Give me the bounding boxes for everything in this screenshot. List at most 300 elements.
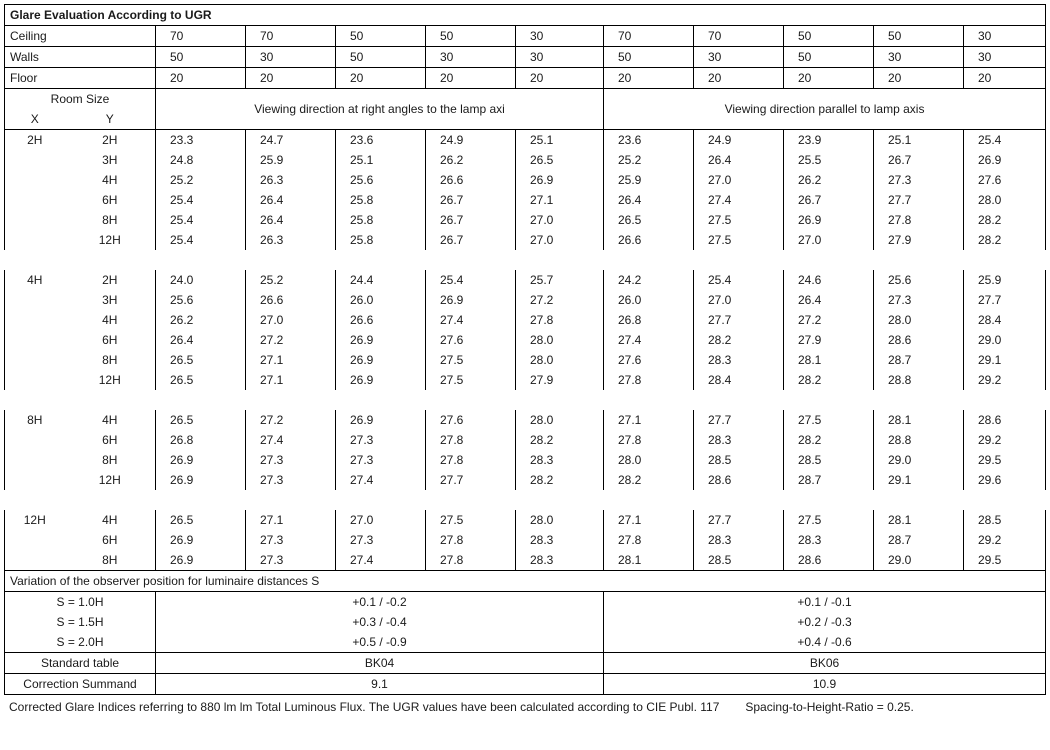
table-row bbox=[5, 330, 1046, 350]
ugr-value: 29.2 bbox=[964, 430, 1046, 450]
ugr-value: 27.8 bbox=[426, 450, 516, 470]
footer-text: Corrected Glare Indices referring to 880 lm lm Total Luminous Flux. The UGR values have been calculated according to CIE Publ. 117 bbox=[9, 700, 720, 714]
ugr-value: 26.8 bbox=[604, 310, 694, 330]
ugr-value: 26.4 bbox=[156, 330, 246, 350]
ugr-value: 28.8 bbox=[874, 370, 964, 390]
header-x: X bbox=[5, 109, 65, 130]
row-label-ceiling: Ceiling bbox=[5, 26, 156, 47]
ugr-value: 26.9 bbox=[336, 330, 426, 350]
row-y-label: 6H bbox=[65, 330, 156, 350]
ugr-value: 27.8 bbox=[426, 550, 516, 571]
ugr-value: 27.6 bbox=[964, 170, 1046, 190]
group-x-spacer bbox=[5, 230, 65, 250]
ugr-value: 25.6 bbox=[156, 290, 246, 310]
ugr-value: 28.0 bbox=[516, 410, 604, 430]
ugr-value: 28.4 bbox=[964, 310, 1046, 330]
table-row bbox=[5, 210, 1046, 230]
table-row-walls bbox=[5, 47, 1046, 68]
header-direction-parallel: Viewing direction parallel to lamp axis bbox=[604, 89, 1046, 130]
variation-label: S = 1.5H bbox=[5, 612, 156, 632]
walls-value: 30 bbox=[964, 47, 1046, 68]
ugr-value: 25.4 bbox=[964, 130, 1046, 151]
ugr-value: 26.7 bbox=[426, 210, 516, 230]
ugr-value: 26.6 bbox=[336, 310, 426, 330]
ugr-value: 26.9 bbox=[156, 550, 246, 571]
ugr-value: 25.8 bbox=[336, 210, 426, 230]
ugr-value: 24.6 bbox=[784, 270, 874, 290]
ugr-value: 28.0 bbox=[516, 330, 604, 350]
ugr-value: 27.3 bbox=[246, 450, 336, 470]
ugr-value: 28.2 bbox=[516, 470, 604, 490]
ugr-value: 26.7 bbox=[874, 150, 964, 170]
standard-table-row bbox=[5, 653, 1046, 674]
row-y-label: 3H bbox=[65, 290, 156, 310]
footer-note bbox=[4, 695, 1046, 715]
ugr-value: 25.9 bbox=[604, 170, 694, 190]
table-row-ceiling bbox=[5, 26, 1046, 47]
ugr-value: 26.6 bbox=[604, 230, 694, 250]
row-y-label: 3H bbox=[65, 150, 156, 170]
ugr-value: 28.6 bbox=[964, 410, 1046, 430]
walls-value: 50 bbox=[156, 47, 246, 68]
ugr-value: 28.2 bbox=[964, 230, 1046, 250]
ugr-value: 28.0 bbox=[874, 310, 964, 330]
variation-label: S = 2.0H bbox=[5, 632, 156, 653]
ugr-value: 26.4 bbox=[246, 210, 336, 230]
ugr-value: 27.6 bbox=[604, 350, 694, 370]
ugr-value: 29.6 bbox=[964, 470, 1046, 490]
ugr-value: 26.0 bbox=[604, 290, 694, 310]
ugr-value: 25.4 bbox=[156, 190, 246, 210]
ugr-value: 28.2 bbox=[604, 470, 694, 490]
table-row bbox=[5, 230, 1046, 250]
room-size-header: Room Size bbox=[5, 89, 156, 110]
ugr-value: 28.1 bbox=[874, 510, 964, 530]
ugr-value: 28.5 bbox=[964, 510, 1046, 530]
group-x-spacer bbox=[5, 210, 65, 230]
ugr-value: 25.9 bbox=[964, 270, 1046, 290]
ugr-table bbox=[4, 4, 1046, 695]
ugr-value: 24.8 bbox=[156, 150, 246, 170]
standard-table-perp: BK04 bbox=[156, 653, 604, 674]
walls-value: 50 bbox=[784, 47, 874, 68]
page-title: Glare Evaluation According to UGR bbox=[5, 5, 1046, 26]
table-row bbox=[5, 270, 1046, 290]
ugr-value: 27.6 bbox=[426, 410, 516, 430]
table-row bbox=[5, 470, 1046, 490]
ugr-value: 27.1 bbox=[516, 190, 604, 210]
ugr-value: 25.4 bbox=[426, 270, 516, 290]
ugr-value: 26.4 bbox=[784, 290, 874, 310]
floor-value: 20 bbox=[964, 68, 1046, 89]
ugr-value: 27.8 bbox=[604, 370, 694, 390]
ugr-value: 25.1 bbox=[336, 150, 426, 170]
group-x-label: 12H bbox=[5, 510, 65, 530]
ugr-value: 28.3 bbox=[694, 430, 784, 450]
ugr-value: 28.6 bbox=[694, 470, 784, 490]
ugr-value: 27.3 bbox=[246, 550, 336, 571]
ugr-value: 26.2 bbox=[156, 310, 246, 330]
ugr-value: 29.2 bbox=[964, 530, 1046, 550]
ugr-value: 28.3 bbox=[784, 530, 874, 550]
ugr-value: 28.2 bbox=[516, 430, 604, 450]
ugr-value: 27.0 bbox=[246, 310, 336, 330]
ugr-value: 27.6 bbox=[426, 330, 516, 350]
ugr-value: 26.9 bbox=[156, 470, 246, 490]
ugr-value: 27.7 bbox=[694, 410, 784, 430]
ugr-value: 27.1 bbox=[246, 370, 336, 390]
ceiling-value: 30 bbox=[516, 26, 604, 47]
table-row bbox=[5, 410, 1046, 430]
ugr-value: 26.3 bbox=[246, 170, 336, 190]
ugr-value: 28.7 bbox=[874, 530, 964, 550]
row-y-label: 8H bbox=[65, 450, 156, 470]
ugr-value: 28.0 bbox=[516, 350, 604, 370]
row-y-label: 4H bbox=[65, 510, 156, 530]
ugr-value: 27.2 bbox=[246, 330, 336, 350]
ugr-value: 29.0 bbox=[874, 550, 964, 571]
correction-perp: 9.1 bbox=[156, 674, 604, 695]
ugr-value: 28.3 bbox=[694, 530, 784, 550]
ceiling-value: 70 bbox=[604, 26, 694, 47]
row-y-label: 8H bbox=[65, 350, 156, 370]
ugr-value: 25.2 bbox=[246, 270, 336, 290]
standard-table-par: BK06 bbox=[604, 653, 1046, 674]
ugr-value: 25.4 bbox=[156, 210, 246, 230]
ugr-value: 27.2 bbox=[784, 310, 874, 330]
table-row bbox=[5, 370, 1046, 390]
ugr-value: 27.3 bbox=[336, 450, 426, 470]
floor-value: 20 bbox=[246, 68, 336, 89]
ugr-value: 26.9 bbox=[156, 530, 246, 550]
ugr-value: 29.0 bbox=[874, 450, 964, 470]
ugr-value: 27.5 bbox=[694, 230, 784, 250]
ugr-value: 27.0 bbox=[516, 230, 604, 250]
ugr-value: 26.9 bbox=[784, 210, 874, 230]
ugr-value: 27.2 bbox=[516, 290, 604, 310]
ugr-value: 27.5 bbox=[426, 510, 516, 530]
row-y-label: 6H bbox=[65, 530, 156, 550]
ugr-value: 25.4 bbox=[156, 230, 246, 250]
ugr-value: 28.1 bbox=[874, 410, 964, 430]
walls-value: 50 bbox=[604, 47, 694, 68]
group-x-spacer bbox=[5, 170, 65, 190]
row-y-label: 8H bbox=[65, 210, 156, 230]
row-y-label: 2H bbox=[65, 270, 156, 290]
ugr-value: 25.1 bbox=[874, 130, 964, 151]
ugr-value: 26.5 bbox=[156, 410, 246, 430]
ugr-value: 26.5 bbox=[604, 210, 694, 230]
row-y-label: 12H bbox=[65, 230, 156, 250]
ugr-value: 27.9 bbox=[516, 370, 604, 390]
ugr-value: 27.8 bbox=[604, 530, 694, 550]
ugr-value: 26.9 bbox=[336, 350, 426, 370]
variation-row bbox=[5, 592, 1046, 613]
ugr-value: 29.0 bbox=[964, 330, 1046, 350]
table-row bbox=[5, 550, 1046, 571]
group-x-spacer bbox=[5, 530, 65, 550]
table-row bbox=[5, 430, 1046, 450]
ugr-value: 27.0 bbox=[694, 290, 784, 310]
ugr-value: 27.7 bbox=[426, 470, 516, 490]
ugr-value: 27.4 bbox=[246, 430, 336, 450]
ceiling-value: 70 bbox=[694, 26, 784, 47]
ugr-value: 29.1 bbox=[964, 350, 1046, 370]
ugr-value: 28.2 bbox=[694, 330, 784, 350]
ugr-value: 26.9 bbox=[336, 370, 426, 390]
group-x-label: 2H bbox=[5, 130, 65, 151]
floor-value: 20 bbox=[604, 68, 694, 89]
table-row bbox=[5, 350, 1046, 370]
ugr-value: 27.0 bbox=[784, 230, 874, 250]
variation-perp-value: +0.3 / -0.4 bbox=[156, 612, 604, 632]
ugr-value: 27.4 bbox=[694, 190, 784, 210]
ugr-value: 28.8 bbox=[874, 430, 964, 450]
ugr-value: 27.4 bbox=[336, 470, 426, 490]
table-row bbox=[5, 510, 1046, 530]
ugr-value: 25.1 bbox=[516, 130, 604, 151]
ugr-value: 29.1 bbox=[874, 470, 964, 490]
ugr-value: 26.9 bbox=[516, 170, 604, 190]
ugr-value: 25.2 bbox=[156, 170, 246, 190]
ugr-value: 27.8 bbox=[516, 310, 604, 330]
ugr-value: 29.5 bbox=[964, 450, 1046, 470]
ceiling-value: 50 bbox=[336, 26, 426, 47]
walls-value: 30 bbox=[516, 47, 604, 68]
variation-par-value: +0.4 / -0.6 bbox=[604, 632, 1046, 653]
group-x-spacer bbox=[5, 330, 65, 350]
walls-value: 30 bbox=[694, 47, 784, 68]
ugr-value: 27.1 bbox=[604, 410, 694, 430]
variation-row bbox=[5, 632, 1046, 653]
ugr-value: 26.4 bbox=[694, 150, 784, 170]
ugr-value: 26.6 bbox=[246, 290, 336, 310]
row-label-floor: Floor bbox=[5, 68, 156, 89]
ugr-value: 26.2 bbox=[426, 150, 516, 170]
ugr-value: 26.7 bbox=[784, 190, 874, 210]
ugr-value: 24.9 bbox=[426, 130, 516, 151]
ugr-value: 28.4 bbox=[694, 370, 784, 390]
ugr-value: 26.4 bbox=[604, 190, 694, 210]
ugr-value: 26.8 bbox=[156, 430, 246, 450]
ugr-value: 27.1 bbox=[604, 510, 694, 530]
ugr-value: 27.5 bbox=[426, 370, 516, 390]
table-row bbox=[5, 450, 1046, 470]
ugr-value: 25.8 bbox=[336, 190, 426, 210]
ugr-value: 27.8 bbox=[874, 210, 964, 230]
row-y-label: 12H bbox=[65, 470, 156, 490]
ugr-value: 26.9 bbox=[426, 290, 516, 310]
table-row bbox=[5, 530, 1046, 550]
ugr-value: 27.3 bbox=[336, 530, 426, 550]
group-x-spacer bbox=[5, 550, 65, 571]
ugr-value: 28.5 bbox=[784, 450, 874, 470]
ugr-value: 26.9 bbox=[964, 150, 1046, 170]
ugr-value: 28.0 bbox=[964, 190, 1046, 210]
ugr-value: 27.7 bbox=[874, 190, 964, 210]
row-y-label: 6H bbox=[65, 190, 156, 210]
ugr-value: 27.0 bbox=[336, 510, 426, 530]
ugr-value: 26.0 bbox=[336, 290, 426, 310]
ugr-value: 25.8 bbox=[336, 230, 426, 250]
ceiling-value: 30 bbox=[964, 26, 1046, 47]
table-row bbox=[5, 310, 1046, 330]
ugr-value: 24.0 bbox=[156, 270, 246, 290]
correction-par: 10.9 bbox=[604, 674, 1046, 695]
ceiling-value: 50 bbox=[784, 26, 874, 47]
ugr-value: 27.7 bbox=[964, 290, 1046, 310]
title-row bbox=[5, 5, 1046, 26]
group-x-spacer bbox=[5, 190, 65, 210]
variation-perp-value: +0.1 / -0.2 bbox=[156, 592, 604, 613]
ugr-value: 28.6 bbox=[874, 330, 964, 350]
ugr-value: 28.3 bbox=[516, 530, 604, 550]
group-x-spacer bbox=[5, 430, 65, 450]
ugr-value: 26.7 bbox=[426, 190, 516, 210]
group-spacer bbox=[5, 250, 1046, 270]
walls-value: 30 bbox=[246, 47, 336, 68]
variation-row bbox=[5, 612, 1046, 632]
ugr-value: 27.9 bbox=[784, 330, 874, 350]
row-y-label: 12H bbox=[65, 370, 156, 390]
ugr-value: 27.1 bbox=[246, 510, 336, 530]
variation-par-value: +0.2 / -0.3 bbox=[604, 612, 1046, 632]
ugr-value: 27.7 bbox=[694, 310, 784, 330]
table-row bbox=[5, 170, 1046, 190]
group-spacer bbox=[5, 390, 1046, 410]
floor-value: 20 bbox=[336, 68, 426, 89]
ugr-value: 26.5 bbox=[156, 370, 246, 390]
ugr-value: 27.5 bbox=[784, 510, 874, 530]
group-x-spacer bbox=[5, 310, 65, 330]
row-y-label: 4H bbox=[65, 310, 156, 330]
ceiling-value: 70 bbox=[156, 26, 246, 47]
ugr-value: 27.0 bbox=[694, 170, 784, 190]
ugr-value: 27.8 bbox=[426, 530, 516, 550]
ugr-value: 28.2 bbox=[964, 210, 1046, 230]
row-y-label: 4H bbox=[65, 410, 156, 430]
ugr-value: 28.3 bbox=[694, 350, 784, 370]
ugr-value: 29.5 bbox=[964, 550, 1046, 571]
group-x-spacer bbox=[5, 450, 65, 470]
ugr-value: 25.4 bbox=[694, 270, 784, 290]
ugr-value: 28.7 bbox=[784, 470, 874, 490]
ugr-value: 23.6 bbox=[604, 130, 694, 151]
ugr-value: 26.7 bbox=[426, 230, 516, 250]
ugr-value: 27.4 bbox=[604, 330, 694, 350]
floor-value: 20 bbox=[426, 68, 516, 89]
ugr-value: 27.3 bbox=[336, 430, 426, 450]
table-row bbox=[5, 130, 1046, 151]
ugr-value: 28.2 bbox=[784, 370, 874, 390]
ugr-value: 28.0 bbox=[516, 510, 604, 530]
ugr-value: 26.5 bbox=[516, 150, 604, 170]
ugr-value: 27.2 bbox=[246, 410, 336, 430]
ugr-value: 27.5 bbox=[426, 350, 516, 370]
group-spacer bbox=[5, 490, 1046, 510]
floor-value: 20 bbox=[694, 68, 784, 89]
ugr-value: 28.3 bbox=[516, 450, 604, 470]
table-row bbox=[5, 150, 1046, 170]
ugr-value: 26.6 bbox=[426, 170, 516, 190]
ugr-value: 27.3 bbox=[874, 290, 964, 310]
ceiling-value: 70 bbox=[246, 26, 336, 47]
ugr-value: 27.5 bbox=[784, 410, 874, 430]
ugr-value: 25.7 bbox=[516, 270, 604, 290]
ugr-value: 25.5 bbox=[784, 150, 874, 170]
ugr-value: 26.9 bbox=[156, 450, 246, 470]
ugr-value: 28.5 bbox=[694, 450, 784, 470]
ugr-value: 28.1 bbox=[784, 350, 874, 370]
ugr-value: 24.4 bbox=[336, 270, 426, 290]
variation-par-value: +0.1 / -0.1 bbox=[604, 592, 1046, 613]
row-y-label: 4H bbox=[65, 170, 156, 190]
group-x-spacer bbox=[5, 470, 65, 490]
ugr-value: 25.6 bbox=[874, 270, 964, 290]
walls-value: 30 bbox=[874, 47, 964, 68]
ugr-value: 26.5 bbox=[156, 510, 246, 530]
floor-value: 20 bbox=[516, 68, 604, 89]
ceiling-value: 50 bbox=[874, 26, 964, 47]
ugr-value: 27.4 bbox=[426, 310, 516, 330]
ugr-value: 26.9 bbox=[336, 410, 426, 430]
floor-value: 20 bbox=[874, 68, 964, 89]
row-y-label: 2H bbox=[65, 130, 156, 151]
row-y-label: 8H bbox=[65, 550, 156, 571]
variation-perp-value: +0.5 / -0.9 bbox=[156, 632, 604, 653]
table-row-floor bbox=[5, 68, 1046, 89]
header-direction-perpendicular: Viewing direction at right angles to the lamp axi bbox=[156, 89, 604, 130]
group-x-spacer bbox=[5, 150, 65, 170]
ugr-value: 25.6 bbox=[336, 170, 426, 190]
ugr-value: 27.9 bbox=[874, 230, 964, 250]
ugr-value: 28.5 bbox=[694, 550, 784, 571]
ugr-value: 26.4 bbox=[246, 190, 336, 210]
ugr-value: 28.2 bbox=[784, 430, 874, 450]
ugr-value: 26.5 bbox=[156, 350, 246, 370]
correction-label: Correction Summand bbox=[5, 674, 156, 695]
floor-value: 20 bbox=[156, 68, 246, 89]
standard-table-label: Standard table bbox=[5, 653, 156, 674]
ugr-value: 27.4 bbox=[336, 550, 426, 571]
row-label-walls: Walls bbox=[5, 47, 156, 68]
ugr-value: 25.9 bbox=[246, 150, 336, 170]
ugr-value: 25.2 bbox=[604, 150, 694, 170]
ugr-value: 23.9 bbox=[784, 130, 874, 151]
group-x-label: 8H bbox=[5, 410, 65, 430]
group-x-label: 4H bbox=[5, 270, 65, 290]
ugr-value: 28.1 bbox=[604, 550, 694, 571]
ugr-value: 27.8 bbox=[604, 430, 694, 450]
variation-title: Variation of the observer position for luminaire distances S bbox=[5, 571, 1046, 592]
ugr-value: 28.0 bbox=[604, 450, 694, 470]
direction-header-row bbox=[5, 89, 1046, 110]
ugr-value: 27.5 bbox=[694, 210, 784, 230]
footer-ratio: Spacing-to-Height-Ratio = 0.25. bbox=[745, 700, 914, 714]
row-y-label: 6H bbox=[65, 430, 156, 450]
variation-label: S = 1.0H bbox=[5, 592, 156, 613]
ugr-value: 27.8 bbox=[426, 430, 516, 450]
ugr-value: 27.0 bbox=[516, 210, 604, 230]
floor-value: 20 bbox=[784, 68, 874, 89]
ugr-value: 27.3 bbox=[246, 470, 336, 490]
ugr-value: 29.2 bbox=[964, 370, 1046, 390]
ugr-value: 23.3 bbox=[156, 130, 246, 151]
ugr-value: 26.2 bbox=[784, 170, 874, 190]
ugr-value: 23.6 bbox=[336, 130, 426, 151]
correction-row bbox=[5, 674, 1046, 695]
ugr-value: 27.1 bbox=[246, 350, 336, 370]
